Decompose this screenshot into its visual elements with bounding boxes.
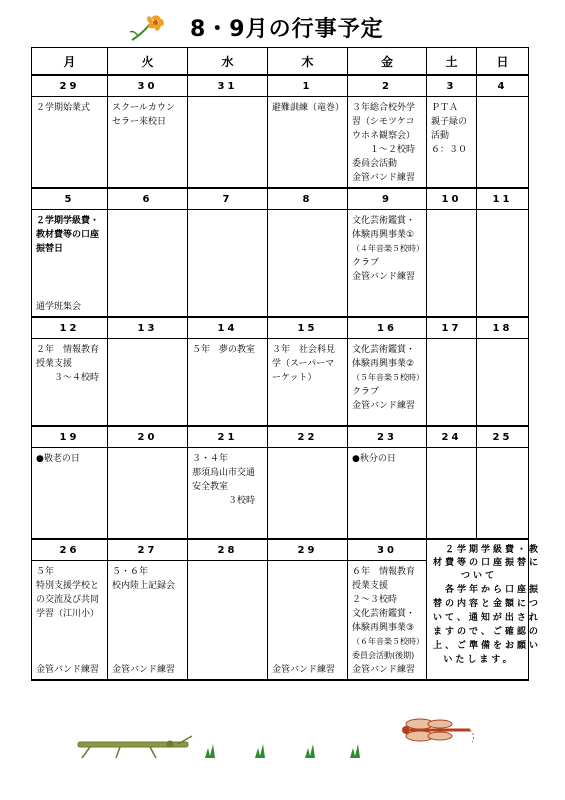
date-number: 4 <box>477 75 529 97</box>
event-cell <box>268 448 348 540</box>
event-text: 特別支援学校と <box>36 581 100 591</box>
event-cell <box>268 97 348 189</box>
event-text: 学習（江川小） <box>36 609 100 619</box>
event-text: 教材費等の口座 <box>36 230 100 240</box>
event-text: ３年 社会科見 <box>272 345 336 355</box>
weekday-thu: 木 <box>268 48 348 76</box>
event-cell <box>32 448 108 540</box>
event-cell <box>348 210 427 318</box>
event-cell <box>427 210 477 318</box>
event-cell <box>108 339 188 427</box>
event-cell <box>188 561 268 681</box>
event-cell <box>477 339 529 427</box>
event-cell <box>268 561 348 681</box>
event-cell <box>108 97 188 189</box>
event-text: 文化芸術鑑賞・ <box>352 609 416 619</box>
event-text: 活動 <box>431 131 450 141</box>
event-text: 金管バンド練習 <box>352 665 416 675</box>
event-text: クラブ <box>352 387 380 397</box>
event-text: ２学期学級費・ <box>36 216 100 226</box>
event-text: 授業支援 <box>352 581 389 591</box>
date-number: 30 <box>348 539 427 561</box>
event-text: ５・６年 <box>112 567 149 577</box>
event-cell <box>32 97 108 189</box>
event-text: ●秋分の日 <box>352 454 396 464</box>
event-cell <box>427 97 477 189</box>
event-text: （５年音楽５校時） <box>352 373 424 382</box>
event-row <box>32 210 529 318</box>
event-text: 金管バンド練習 <box>352 173 416 183</box>
event-row <box>32 339 529 427</box>
event-text: 金管バンド練習 <box>272 665 336 675</box>
date-number: 21 <box>188 426 268 448</box>
event-cell <box>108 210 188 318</box>
flower-icon <box>128 10 172 44</box>
event-text: クラブ <box>352 258 380 268</box>
event-row <box>32 97 529 189</box>
event-cell <box>427 448 477 540</box>
event-text: 那須烏山市交通 <box>192 468 256 478</box>
date-number: 11 <box>477 188 529 210</box>
date-number: 18 <box>477 317 529 339</box>
event-cell <box>268 210 348 318</box>
event-text: ３・４年 <box>192 454 229 464</box>
event-text: 親子緑の <box>431 117 468 127</box>
event-text: 体験再興事業③ <box>352 623 415 633</box>
event-cell <box>32 210 108 318</box>
weekday-mon: 月 <box>32 48 108 76</box>
event-cell <box>348 97 427 189</box>
date-number: 15 <box>268 317 348 339</box>
notice-box <box>427 539 542 680</box>
event-text: 文化芸術鑑賞・ <box>352 345 416 355</box>
date-number: 28 <box>188 539 268 561</box>
event-text: 授業支援 <box>36 359 73 369</box>
weekday-header-row <box>32 48 529 76</box>
event-cell <box>348 561 427 681</box>
event-text: ３校時 <box>192 496 256 506</box>
event-text: ２～３校時 <box>352 595 398 605</box>
event-cell <box>477 448 529 540</box>
date-number: 30 <box>108 75 188 97</box>
date-number: 13 <box>108 317 188 339</box>
date-number: 24 <box>427 426 477 448</box>
event-text: スクールカウン <box>112 103 175 113</box>
event-text: 委員会活動(後期) <box>352 651 415 660</box>
date-number: 6 <box>108 188 188 210</box>
event-cell <box>477 210 529 318</box>
event-text: 安全教室 <box>192 482 229 492</box>
event-text: 金管バンド練習 <box>112 665 176 675</box>
date-number: 26 <box>32 539 108 561</box>
event-cell <box>188 97 268 189</box>
event-cell <box>477 97 529 189</box>
dragonfly-icon <box>402 719 474 742</box>
date-number: 25 <box>477 426 529 448</box>
event-text: の交流及び共同 <box>36 595 100 605</box>
date-number: 14 <box>188 317 268 339</box>
event-text: 金管バンド練習 <box>36 665 100 675</box>
event-text: 体験再興事業① <box>352 230 415 240</box>
event-cell <box>108 448 188 540</box>
event-text: 校内陸上記録会 <box>112 581 176 591</box>
event-text: 体験再興事業② <box>352 359 415 369</box>
event-text: セラー来校日 <box>112 117 167 127</box>
date-number: 19 <box>32 426 108 448</box>
event-cell <box>188 448 268 540</box>
event-text: 委員会活動 <box>352 159 398 169</box>
event-text: 通学班集会 <box>36 302 82 312</box>
event-text: ５年 夢の教室 <box>192 345 256 355</box>
stick-insect-icon <box>78 736 192 758</box>
event-text: 避難訓練（竜巻） <box>272 103 345 113</box>
date-number: 22 <box>268 426 348 448</box>
weekday-wed: 水 <box>188 48 268 76</box>
weekday-sat: 土 <box>427 48 477 76</box>
event-text: １～２校時 <box>352 145 416 155</box>
event-text: ●敬老の日 <box>36 454 80 464</box>
date-number: 29 <box>268 539 348 561</box>
event-text: 習（シモツケコ <box>352 117 415 127</box>
date-number: 5 <box>32 188 108 210</box>
event-text: 金管バンド練習 <box>352 272 416 282</box>
page-title: 8・9月の行事予定 <box>190 17 384 42</box>
notice-body: 各学年から口座振 替の内容と金額につ いて、通知が出され ますので、ご確認の 上、ご準備をお願い いたします。 <box>433 585 542 665</box>
event-text: （６年音楽５校時） <box>352 637 424 646</box>
event-text: ６：３０ <box>431 145 468 155</box>
event-cell <box>427 339 477 427</box>
event-text: ３年総合校外学 <box>352 103 416 113</box>
event-cell <box>188 339 268 427</box>
calendar-table <box>31 47 542 681</box>
date-number: 3 <box>427 75 477 97</box>
event-cell <box>32 561 108 681</box>
date-row <box>32 75 529 97</box>
date-number: 10 <box>427 188 477 210</box>
event-cell <box>348 448 427 540</box>
notice-title: ２学期学級費・教 材費等の口座振替に ついて <box>433 545 542 581</box>
event-text: ５年 <box>36 567 55 577</box>
event-cell <box>108 561 188 681</box>
event-text: （４年音楽５校時） <box>352 244 424 253</box>
event-text: ２学期始業式 <box>36 103 91 113</box>
date-number: 8 <box>268 188 348 210</box>
date-number: 9 <box>348 188 427 210</box>
date-number: 31 <box>188 75 268 97</box>
event-cell <box>32 339 108 427</box>
date-row <box>32 317 529 339</box>
date-number: 7 <box>188 188 268 210</box>
date-number: 20 <box>108 426 188 448</box>
event-row <box>32 448 529 540</box>
date-number: 1 <box>268 75 348 97</box>
date-row <box>32 188 529 210</box>
weekday-tue: 火 <box>108 48 188 76</box>
weekday-fri: 金 <box>348 48 427 76</box>
footer-decoration <box>0 716 565 776</box>
event-text: 文化芸術鑑賞・ <box>352 216 416 226</box>
date-number: 17 <box>427 317 477 339</box>
weekday-sun: 日 <box>477 48 529 76</box>
event-text: ーケット） <box>272 373 317 383</box>
event-text: ウホネ観察会） <box>352 131 416 141</box>
event-text: 金管バンド練習 <box>352 401 416 411</box>
event-text: ２年 情報教育 <box>36 345 100 355</box>
grass-icon <box>205 744 360 758</box>
date-number: 27 <box>108 539 188 561</box>
date-number: 16 <box>348 317 427 339</box>
event-text: ３～４校時 <box>36 373 100 383</box>
event-text: 学（スーパーマ <box>272 359 335 369</box>
date-number: 2 <box>348 75 427 97</box>
event-text: ＰＴＡ <box>431 103 459 113</box>
event-text: ６年 情報教育 <box>352 567 416 577</box>
date-number: 29 <box>32 75 108 97</box>
header <box>0 8 565 44</box>
date-row <box>32 426 529 448</box>
event-cell <box>348 339 427 427</box>
date-row <box>32 539 529 561</box>
date-number: 23 <box>348 426 427 448</box>
event-cell <box>268 339 348 427</box>
date-number: 12 <box>32 317 108 339</box>
event-text: 振替日 <box>36 244 64 254</box>
event-cell <box>188 210 268 318</box>
